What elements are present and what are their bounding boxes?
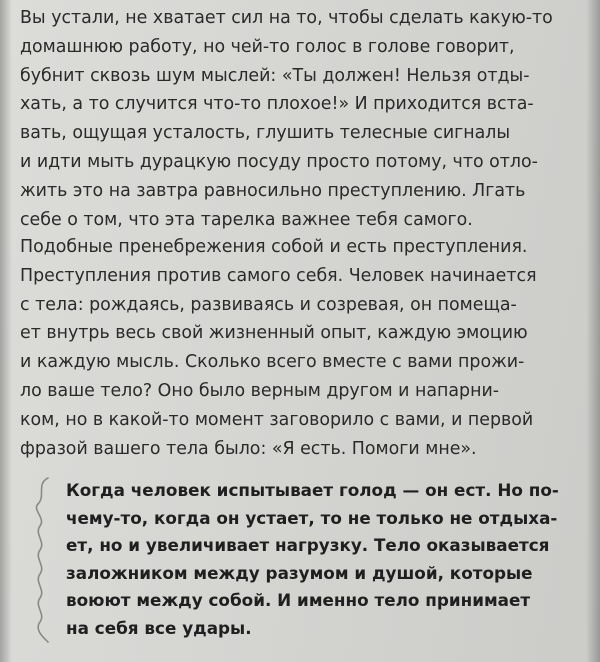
text-line: жить это на завтра равносильно преступлению. Лгать [20,180,526,201]
quote-line: на себя все удары. [66,617,252,638]
text-line: ет внутрь весь свой жизненный опыт, каждую эмоцию [20,323,528,344]
quote-line: чему-то, когда он устает, то не только не отдыха- [66,507,558,528]
quote-line: воюют между собой. И именно тело принимает [66,590,531,611]
paragraph-2 [20,233,580,463]
page-shadow-right [586,0,600,662]
page-shadow-left [0,0,12,662]
text-line: и каждую мысль. Сколько всего вместе с вами прожи- [20,352,525,373]
decorative-brace [30,474,54,646]
text-line: ло ваше тело? Оно было верным другом и напарни- [20,380,500,401]
text-line: бубнит сквозь шум мыслей: «Ты должен! Нельзя отды- [20,65,530,86]
paragraph-1 [20,4,580,234]
text-line: себе о том, что эта тарелка важнее тебя самого. [20,209,473,230]
text-line: вать, ощущая усталость, глушить телесные сигналы [20,123,511,144]
quote-line: ет, но и увеличивает нагрузку. Тело оказывается [66,535,550,556]
text-line: хать, а то случится что-то плохое!» И приходится вста- [20,94,534,115]
text-line: Преступления против самого себя. Человек начинается [20,265,537,286]
text-line: с тела: рождаясь, развиваясь и созревая, он помеща- [20,294,517,315]
text-line: домашнюю работу, но чей-то голос в голове говорит, [20,36,515,57]
text-line: Подобные пренебрежения собой и есть преступления. [20,237,528,257]
text-line: и идти мыть дурацкую посуду просто потому, что отло- [20,151,538,172]
quote-line: заложником между разумом и душой, которые [66,562,533,583]
quote-line: Когда человек испытывает голод — он ест. Но по- [66,480,559,500]
highlighted-quote [66,477,566,643]
text-line: ком, но в какой-то момент заговорило с вами, и первой [20,409,534,430]
text-line: фразой вашего тела было: «Я есть. Помоги мне». [20,438,477,459]
text-line: Вы устали, не хватает сил на то, чтобы сделать какую-то [20,8,553,28]
